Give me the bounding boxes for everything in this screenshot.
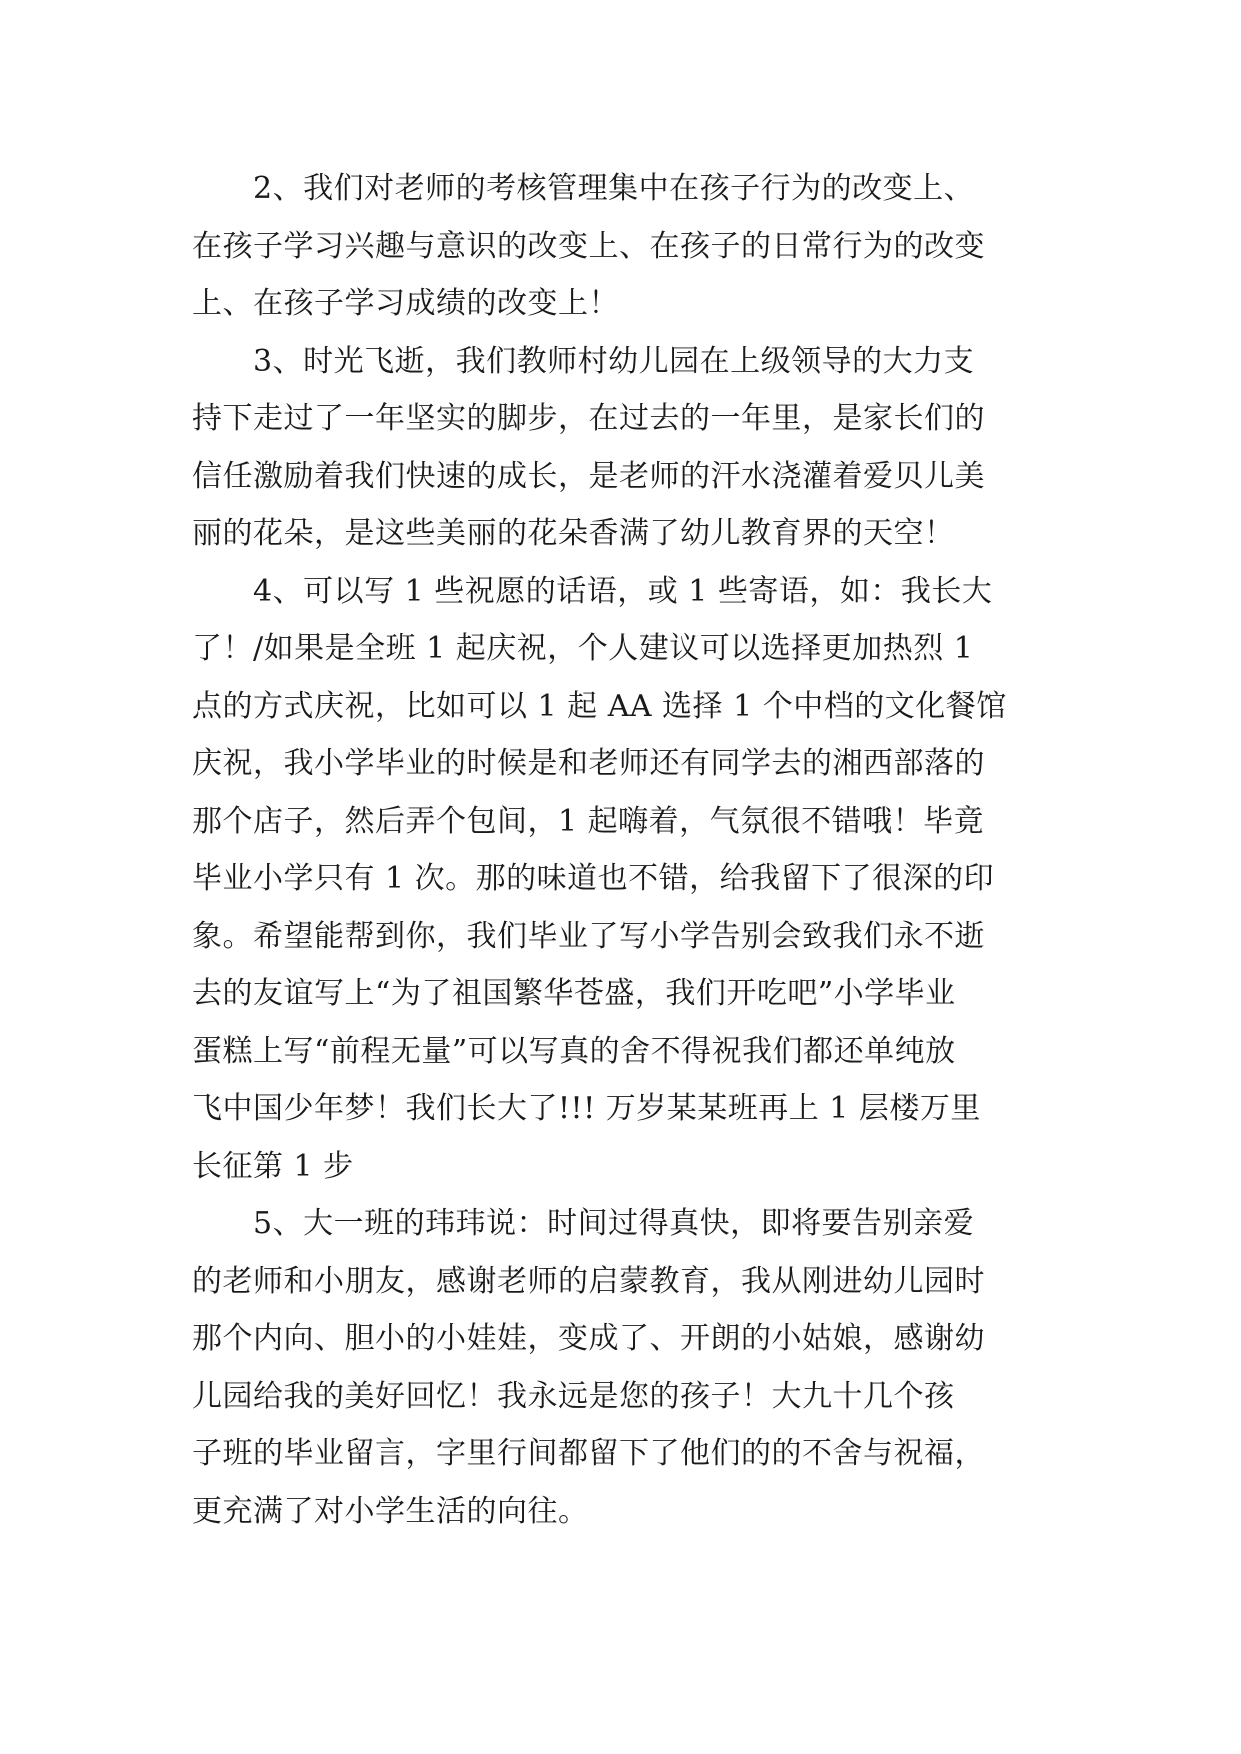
text-line: 了！/如果是全班 1 起庆祝，个人建议可以选择更加热烈 1 — [192, 631, 974, 666]
text-line: 点的方式庆祝，比如可以 1 起 AA 选择 1 个中档的文化餐馆 — [192, 688, 1007, 724]
paragraph-3 — [192, 333, 1052, 563]
text-line: 上、在孩子学习成绩的改变上！ — [192, 286, 619, 321]
text-line: 3、时光飞逝，我们教师村幼儿园在上级领导的大力支 — [253, 343, 975, 379]
text-line: 更充满了对小学生活的向往。 — [192, 1493, 589, 1529]
text-line: 4、可以写 1 些祝愿的话语，或 1 些寄语，如：我长大 — [253, 573, 993, 609]
text-line: 2、我们对老师的考核管理集中在孩子行为的改变上、 — [253, 171, 975, 206]
text-line: 丽的花朵，是这些美丽的花朵香满了幼儿教育界的天空！ — [192, 516, 955, 551]
paragraph-4 — [192, 563, 1052, 1196]
text-line: 飞中国少年梦！我们长大了!!! 万岁某某班再上 1 层楼万里 — [192, 1091, 981, 1126]
paragraph-5 — [192, 1195, 1052, 1540]
text-line: 庆祝，我小学毕业的时候是和老师还有同学去的湘西部落的 — [192, 746, 985, 781]
text-line: 那个店子，然后弄个包间，1 起嗨着，气氛很不错哦！毕竟 — [192, 803, 985, 839]
text-line: 象。希望能帮到你，我们毕业了写小学告别会致我们永不逝 — [192, 918, 985, 954]
text-line: 那个内向、胆小的小娃娃，变成了、开朗的小姑娘，感谢幼 — [192, 1321, 985, 1356]
text-line: 去的友谊写上“为了祖国繁华苍盛，我们开吃吧”小学毕业 — [192, 976, 956, 1011]
paragraph-2 — [192, 160, 1052, 333]
text-line: 在孩子学习兴趣与意识的改变上、在孩子的日常行为的改变 — [192, 228, 985, 264]
text-line: 儿园给我的美好回忆！我永远是您的孩子！大九十几个孩 — [192, 1378, 955, 1414]
text-line: 子班的毕业留言，字里行间都留下了他们的的不舍与祝福， — [192, 1436, 985, 1471]
text-line: 5、大一班的玮玮说：时间过得真快，即将要告别亲爱 — [253, 1206, 975, 1241]
document-body — [192, 160, 1052, 1540]
text-line: 信任激励着我们快速的成长，是老师的汗水浇灌着爱贝儿美 — [192, 458, 985, 494]
text-line: 的老师和小朋友，感谢老师的启蒙教育，我从刚进幼儿园时 — [192, 1263, 985, 1299]
text-line: 毕业小学只有 1 次。那的味道也不错，给我留下了很深的印 — [192, 861, 995, 896]
text-line: 蛋糕上写“前程无量”可以写真的舍不得祝我们都还单纯放 — [192, 1033, 956, 1069]
text-line: 持下走过了一年坚实的脚步，在过去的一年里，是家长们的 — [192, 401, 985, 436]
text-line: 长征第 1 步 — [192, 1148, 354, 1184]
